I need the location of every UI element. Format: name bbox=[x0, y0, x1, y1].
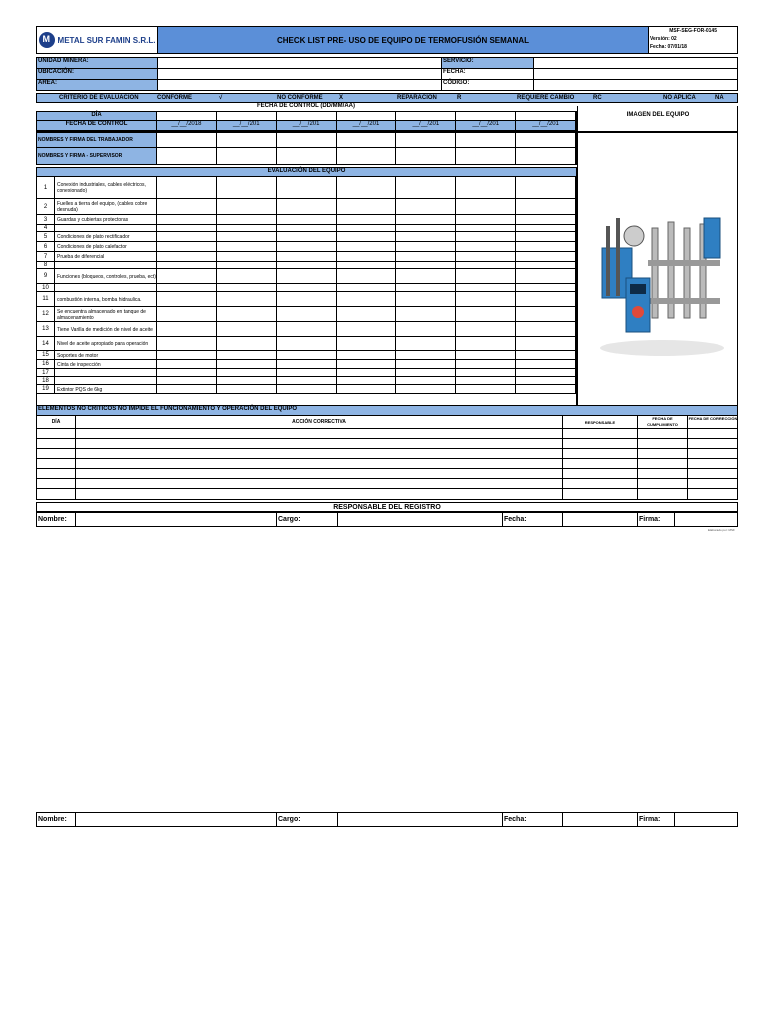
evaluation-row bbox=[37, 385, 576, 394]
supervisor-signature-cell[interactable] bbox=[516, 148, 576, 164]
accion-correctiva-row[interactable] bbox=[76, 429, 562, 438]
evaluation-check-cell[interactable] bbox=[157, 232, 217, 242]
evaluation-check-cell[interactable] bbox=[516, 377, 576, 385]
evaluation-check-cell[interactable] bbox=[217, 385, 277, 394]
evaluation-check-cell[interactable] bbox=[337, 252, 397, 262]
evaluation-check-cell[interactable] bbox=[337, 292, 397, 307]
registro-firma-label: Firma: bbox=[639, 516, 661, 523]
evaluation-check-cell[interactable] bbox=[456, 262, 516, 269]
evaluation-check-cell[interactable] bbox=[157, 377, 217, 385]
ubicacion-label: UBICACIÓN: bbox=[37, 69, 157, 79]
evaluation-check-cell[interactable] bbox=[516, 242, 576, 252]
fecha-control-date[interactable]: __/__/201 bbox=[516, 121, 576, 130]
evaluation-item-text: Guardas y cubiertas protectoras bbox=[56, 215, 157, 225]
evaluation-check-cell[interactable] bbox=[516, 351, 576, 360]
registro-nombre-label-bottom: Nombre: bbox=[38, 816, 67, 823]
evaluation-check-cell[interactable] bbox=[456, 385, 516, 394]
accion-correctiva-row[interactable] bbox=[76, 439, 562, 448]
evaluation-check-cell[interactable] bbox=[396, 284, 456, 292]
evaluation-check-cell[interactable] bbox=[516, 337, 576, 351]
evaluation-row bbox=[37, 177, 576, 199]
accion-correctiva-row[interactable] bbox=[76, 459, 562, 468]
trabajador-signature-cell[interactable] bbox=[516, 133, 576, 148]
evaluation-check-cell[interactable] bbox=[217, 284, 277, 292]
evaluation-row bbox=[37, 252, 576, 262]
evaluation-check-cell[interactable] bbox=[396, 307, 456, 322]
evaluation-check-cell[interactable] bbox=[277, 269, 337, 284]
date-cells bbox=[157, 112, 576, 130]
evaluation-check-cell[interactable] bbox=[157, 337, 217, 351]
trabajador-label: NOMBRES Y FIRMA DEL TRABAJADOR bbox=[37, 133, 157, 148]
evaluation-check-cell[interactable] bbox=[456, 284, 516, 292]
evaluation-check-cell[interactable] bbox=[337, 242, 397, 252]
evaluation-check-cell[interactable] bbox=[157, 225, 217, 232]
evaluation-check-cell[interactable] bbox=[516, 385, 576, 394]
criteria-conforme-symbol: √ bbox=[219, 94, 223, 101]
evaluation-check-cell[interactable] bbox=[396, 232, 456, 242]
registro-title: RESPONSABLE DEL REGISTRO bbox=[36, 502, 738, 512]
evaluation-check-cell[interactable] bbox=[217, 177, 277, 199]
evaluation-item-number: 3 bbox=[37, 215, 55, 225]
evaluation-item-number: 9 bbox=[37, 269, 55, 284]
evaluation-check-cell[interactable] bbox=[277, 351, 337, 360]
fecha-label: FECHA: bbox=[443, 69, 466, 75]
registro-cargo-field-bottom[interactable] bbox=[338, 813, 502, 826]
criticos-dia: DÍA bbox=[51, 419, 61, 425]
evaluation-item-text: Fuelles a tierra del equipo, (cables cobre desnuda) bbox=[56, 199, 157, 215]
evaluation-check-cell[interactable] bbox=[337, 284, 397, 292]
evaluation-item-number: 8 bbox=[37, 262, 55, 269]
trabajador-signature-cell[interactable] bbox=[337, 133, 397, 148]
evaluation-check-cell[interactable] bbox=[157, 177, 217, 199]
evaluation-check-cell[interactable] bbox=[217, 337, 277, 351]
evaluation-check-cell[interactable] bbox=[157, 292, 217, 307]
registro-cargo-label: Cargo: bbox=[278, 516, 301, 523]
criteria-row bbox=[36, 93, 738, 103]
evaluation-check-cell[interactable] bbox=[456, 292, 516, 307]
evaluation-check-cell[interactable] bbox=[157, 360, 217, 369]
evaluation-check-cell[interactable] bbox=[157, 199, 217, 215]
trabajador-signature-cell[interactable] bbox=[157, 133, 217, 148]
evaluation-item-text: Soportes de motor bbox=[56, 351, 157, 360]
form-title: CHECK LIST PRE- USO DE EQUIPO DE TERMOFUSIÓN SEMANAL bbox=[158, 27, 649, 53]
evaluation-check-cell[interactable] bbox=[396, 215, 456, 225]
accion-correctiva-row[interactable] bbox=[76, 489, 562, 498]
evaluation-check-cell[interactable] bbox=[456, 337, 516, 351]
dia-cell[interactable] bbox=[217, 112, 277, 121]
evaluation-row bbox=[37, 307, 576, 322]
evaluation-check-cell[interactable] bbox=[456, 177, 516, 199]
evaluation-row bbox=[37, 199, 576, 215]
header-row bbox=[36, 26, 738, 54]
evaluation-check-cell[interactable] bbox=[396, 252, 456, 262]
registro-firma-label-bottom: Firma: bbox=[639, 816, 661, 823]
equipment-image bbox=[592, 188, 732, 358]
evaluation-item-number: 4 bbox=[37, 225, 55, 232]
criticos-responsable: RESPONSABLE bbox=[584, 420, 616, 425]
evaluation-check-cell[interactable] bbox=[456, 242, 516, 252]
evaluation-check-cell[interactable] bbox=[337, 262, 397, 269]
evaluation-check-cell[interactable] bbox=[516, 262, 576, 269]
evaluation-check-cell[interactable] bbox=[516, 225, 576, 232]
evaluation-check-cell[interactable] bbox=[277, 252, 337, 262]
evaluation-check-cell[interactable] bbox=[337, 385, 397, 394]
document-meta bbox=[649, 27, 737, 53]
evaluation-row bbox=[37, 232, 576, 242]
criteria-conforme: CONFORME bbox=[157, 94, 192, 101]
area-label: AREA: bbox=[37, 80, 157, 90]
evaluation-check-cell[interactable] bbox=[396, 322, 456, 337]
evaluation-check-cell[interactable] bbox=[337, 269, 397, 284]
evaluation-item-text: Prueba de diferencial bbox=[56, 252, 157, 262]
trabajador-signature-cell[interactable] bbox=[217, 133, 277, 148]
evaluation-check-cell[interactable] bbox=[516, 177, 576, 199]
evaluation-check-cell[interactable] bbox=[277, 360, 337, 369]
document-code: MSF-SEG-FOR-0145 bbox=[669, 28, 717, 34]
accion-correctiva-row[interactable] bbox=[76, 479, 562, 488]
evaluation-row bbox=[37, 284, 576, 292]
evaluation-check-cell[interactable] bbox=[456, 225, 516, 232]
dia-header: DÍA bbox=[37, 112, 157, 121]
accion-correctiva-row[interactable] bbox=[76, 449, 562, 458]
registro-fecha-field[interactable] bbox=[563, 513, 637, 526]
evaluation-check-cell[interactable] bbox=[456, 307, 516, 322]
evaluation-item-number: 1 bbox=[37, 177, 55, 199]
evaluation-check-cell[interactable] bbox=[157, 262, 217, 269]
evaluation-check-cell[interactable] bbox=[516, 232, 576, 242]
evaluation-check-cell[interactable] bbox=[396, 177, 456, 199]
evaluation-check-cell[interactable] bbox=[456, 369, 516, 377]
trabajador-signature-cell[interactable] bbox=[456, 133, 516, 148]
evaluation-check-cell[interactable] bbox=[396, 199, 456, 215]
evaluation-item-number: 17 bbox=[37, 369, 55, 377]
evaluation-check-cell[interactable] bbox=[277, 225, 337, 232]
evaluation-item-text: Condiciones de plato rectificador bbox=[56, 232, 157, 242]
evaluation-check-cell[interactable] bbox=[456, 351, 516, 360]
evaluation-item-text bbox=[56, 284, 157, 292]
evaluation-check-cell[interactable] bbox=[217, 199, 277, 215]
criteria-reparacion-symbol: R bbox=[457, 94, 462, 101]
evaluation-check-cell[interactable] bbox=[277, 369, 337, 377]
evaluacion-title: EVALUACIÓN DEL EQUIPO bbox=[36, 167, 577, 177]
evaluation-check-cell[interactable] bbox=[396, 369, 456, 377]
registro-row-bottom bbox=[36, 812, 738, 827]
evaluation-check-cell[interactable] bbox=[277, 232, 337, 242]
supervisor-label: NOMBRES Y FIRMA - SUPERVISOR bbox=[37, 148, 157, 164]
evaluation-check-cell[interactable] bbox=[396, 269, 456, 284]
company-logo bbox=[37, 27, 158, 53]
evaluation-row bbox=[37, 262, 576, 269]
evaluation-check-cell[interactable] bbox=[516, 284, 576, 292]
evaluation-item-text: Cinta de inspección bbox=[56, 360, 157, 369]
evaluation-check-cell[interactable] bbox=[396, 385, 456, 394]
evaluation-item-number: 6 bbox=[37, 242, 55, 252]
evaluation-check-cell[interactable] bbox=[277, 337, 337, 351]
evaluation-check-cell[interactable] bbox=[277, 199, 337, 215]
evaluation-check-cell[interactable] bbox=[217, 351, 277, 360]
unidad-label: UNIDAD MINERA: bbox=[37, 58, 157, 68]
evaluation-check-cell[interactable] bbox=[277, 242, 337, 252]
criteria-no-aplica: NO APLICA bbox=[663, 94, 696, 101]
evaluation-row bbox=[37, 369, 576, 377]
evaluation-item-text bbox=[56, 369, 157, 377]
evaluation-item-number: 5 bbox=[37, 232, 55, 242]
evaluation-item-text: Condiciones de plato calefactor bbox=[56, 242, 157, 252]
evaluation-check-cell[interactable] bbox=[217, 369, 277, 377]
evaluation-check-cell[interactable] bbox=[516, 322, 576, 337]
criticos-fecha-correccion: FECHA DE CORRECCIÓN bbox=[688, 416, 738, 421]
evaluation-check-cell[interactable] bbox=[157, 215, 217, 225]
evaluation-check-cell[interactable] bbox=[157, 284, 217, 292]
evaluation-check-cell[interactable] bbox=[277, 377, 337, 385]
info-grid bbox=[36, 57, 738, 91]
registro-firma-field[interactable] bbox=[675, 513, 737, 526]
evaluation-check-cell[interactable] bbox=[516, 307, 576, 322]
servicio-label: SERVICIO: bbox=[442, 58, 533, 68]
criticos-title: ELEMENTOS NO CRITICOS NO IMPIDE EL FUNCIONAMIENTO Y OPERACIÓN DEL EQUIPO bbox=[36, 405, 738, 416]
evaluation-check-cell[interactable] bbox=[277, 385, 337, 394]
evaluation-check-cell[interactable] bbox=[396, 377, 456, 385]
evaluation-check-cell[interactable] bbox=[157, 269, 217, 284]
evaluation-check-cell[interactable] bbox=[337, 377, 397, 385]
evaluation-check-cell[interactable] bbox=[277, 307, 337, 322]
evaluation-check-cell[interactable] bbox=[217, 225, 277, 232]
evaluation-row bbox=[37, 269, 576, 284]
evaluation-check-cell[interactable] bbox=[217, 262, 277, 269]
evaluation-check-cell[interactable] bbox=[217, 242, 277, 252]
evaluation-check-cell[interactable] bbox=[516, 269, 576, 284]
evaluation-item-number: 12 bbox=[37, 307, 55, 322]
evaluation-check-cell[interactable] bbox=[396, 360, 456, 369]
fecha-control-label: FECHA DE CONTROL bbox=[37, 121, 157, 130]
evaluation-item-number: 2 bbox=[37, 199, 55, 215]
evaluation-item-number: 7 bbox=[37, 252, 55, 262]
area-field[interactable] bbox=[158, 80, 441, 90]
evaluation-row bbox=[37, 292, 576, 307]
evaluation-item-text bbox=[56, 225, 157, 232]
evaluation-item-text: Conexión industriales, cables eléctricos, conexionado) bbox=[56, 177, 157, 199]
registro-cargo-label-bottom: Cargo: bbox=[278, 816, 301, 823]
evaluation-check-cell[interactable] bbox=[157, 369, 217, 377]
evaluation-check-cell[interactable] bbox=[396, 225, 456, 232]
evaluation-check-cell[interactable] bbox=[516, 292, 576, 307]
evaluation-check-cell[interactable] bbox=[516, 215, 576, 225]
evaluation-check-cell[interactable] bbox=[337, 360, 397, 369]
evaluation-check-cell[interactable] bbox=[396, 337, 456, 351]
supervisor-signature-cell[interactable] bbox=[456, 148, 516, 164]
supervisor-signature-cell[interactable] bbox=[277, 148, 337, 164]
control-grid bbox=[36, 111, 577, 131]
evaluation-check-cell[interactable] bbox=[516, 199, 576, 215]
dia-cell[interactable] bbox=[396, 112, 456, 121]
evaluation-check-cell[interactable] bbox=[157, 242, 217, 252]
evaluation-item-number: 15 bbox=[37, 351, 55, 360]
fecha-control-date[interactable]: __/__/201 bbox=[217, 121, 277, 130]
evaluation-item-text bbox=[56, 377, 157, 385]
criteria-no-conforme-symbol: X bbox=[339, 94, 344, 101]
evaluation-check-cell[interactable] bbox=[337, 322, 397, 337]
evaluation-check-cell[interactable] bbox=[277, 262, 337, 269]
dia-cell[interactable] bbox=[337, 112, 397, 121]
evaluation-check-cell[interactable] bbox=[337, 215, 397, 225]
evaluation-item-text bbox=[56, 262, 157, 269]
evaluation-item-number: 11 bbox=[37, 292, 55, 307]
evaluation-check-cell[interactable] bbox=[217, 232, 277, 242]
registro-nombre-field[interactable] bbox=[76, 513, 276, 526]
evaluation-row bbox=[37, 215, 576, 225]
evaluation-check-cell[interactable] bbox=[217, 252, 277, 262]
evaluation-row bbox=[37, 337, 576, 351]
evaluation-check-cell[interactable] bbox=[396, 242, 456, 252]
evaluation-check-cell[interactable] bbox=[337, 369, 397, 377]
imagen-label: IMAGEN DEL EQUIPO bbox=[626, 112, 690, 118]
evaluation-check-cell[interactable] bbox=[456, 360, 516, 369]
evaluation-row bbox=[37, 377, 576, 385]
evaluation-check-cell[interactable] bbox=[157, 322, 217, 337]
elaborado-footnote: Elaborado por: MSF bbox=[708, 528, 735, 532]
logo-emblem-icon: M bbox=[39, 32, 55, 48]
evaluation-check-cell[interactable] bbox=[396, 351, 456, 360]
evaluation-check-cell[interactable] bbox=[217, 322, 277, 337]
fecha-control-date[interactable]: __/__/2018 bbox=[157, 121, 217, 130]
evaluation-item-number: 13 bbox=[37, 322, 55, 337]
supervisor-signature-cell[interactable] bbox=[337, 148, 397, 164]
criticos-fecha-cumplimiento: FECHA DE CUMPLIMIENTO bbox=[647, 416, 678, 427]
fecha-control-date[interactable]: __/__/201 bbox=[277, 121, 337, 130]
evaluation-item-text: Tiene Varilla de medición de nivel de aceite bbox=[56, 322, 157, 337]
registro-fecha-label-bottom: Fecha: bbox=[504, 816, 527, 823]
evaluation-row bbox=[37, 360, 576, 369]
evaluation-item-text: Extintor PQS de 6kg bbox=[56, 385, 157, 394]
evaluation-check-cell[interactable] bbox=[337, 307, 397, 322]
evaluation-check-cell[interactable] bbox=[217, 269, 277, 284]
fecha-control-header: FECHA DE CONTROL (DD/MM/AA) bbox=[257, 103, 355, 109]
dia-cell[interactable] bbox=[456, 112, 516, 121]
evaluation-check-cell[interactable] bbox=[217, 215, 277, 225]
criteria-requiere: REQUIERE CAMBIO bbox=[517, 94, 575, 101]
evaluation-check-cell[interactable] bbox=[157, 307, 217, 322]
evaluation-check-cell[interactable] bbox=[337, 232, 397, 242]
criteria-reparacion: REPARACIÓN bbox=[397, 94, 437, 101]
evaluation-check-cell[interactable] bbox=[217, 292, 277, 307]
evaluation-check-cell[interactable] bbox=[456, 215, 516, 225]
ubicacion-field[interactable] bbox=[158, 69, 441, 79]
evaluation-check-cell[interactable] bbox=[516, 360, 576, 369]
evaluation-check-cell[interactable] bbox=[217, 377, 277, 385]
signature-grid bbox=[36, 133, 577, 165]
dia-cell[interactable] bbox=[277, 112, 337, 121]
evaluation-check-cell[interactable] bbox=[277, 284, 337, 292]
registro-fecha-label: Fecha: bbox=[504, 516, 527, 523]
signature-cells bbox=[157, 133, 576, 164]
evaluation-check-cell[interactable] bbox=[516, 252, 576, 262]
criteria-no-conforme: NO CONFORME bbox=[277, 94, 323, 101]
evaluation-item-text: Funciones (bloqueos, controles, prueba, ect) bbox=[56, 269, 157, 284]
criteria-label: CRITERIO DE EVALUACIÓN bbox=[59, 94, 139, 101]
codigo-label: CÓDIGO: bbox=[443, 80, 470, 86]
evaluation-check-cell[interactable] bbox=[337, 225, 397, 232]
evaluation-check-cell[interactable] bbox=[337, 337, 397, 351]
criticos-accion: ACCIÓN CORRECTIVA bbox=[292, 419, 346, 425]
evaluation-check-cell[interactable] bbox=[157, 252, 217, 262]
evaluation-check-cell[interactable] bbox=[217, 307, 277, 322]
trabajador-signature-cell[interactable] bbox=[396, 133, 456, 148]
evaluation-check-cell[interactable] bbox=[277, 177, 337, 199]
evaluation-check-cell[interactable] bbox=[456, 199, 516, 215]
evaluation-check-cell[interactable] bbox=[337, 177, 397, 199]
evaluation-check-cell[interactable] bbox=[516, 369, 576, 377]
registro-firma-field-bottom[interactable] bbox=[675, 813, 737, 826]
trabajador-signature-cell[interactable] bbox=[277, 133, 337, 148]
evaluation-row bbox=[37, 322, 576, 337]
corrective-grid bbox=[36, 416, 738, 500]
evaluation-item-number: 10 bbox=[37, 284, 55, 292]
servicio-field[interactable] bbox=[534, 58, 737, 68]
document-version: Versión: 02 bbox=[650, 36, 677, 42]
evaluation-check-cell[interactable] bbox=[456, 232, 516, 242]
evaluation-check-cell[interactable] bbox=[396, 262, 456, 269]
dia-cell[interactable] bbox=[516, 112, 576, 121]
evaluation-item-text: Nivel de aceite apropiado para operación bbox=[56, 337, 157, 351]
evaluation-check-cell[interactable] bbox=[157, 351, 217, 360]
evaluation-check-cell[interactable] bbox=[396, 292, 456, 307]
registro-nombre-label: Nombre: bbox=[38, 516, 67, 523]
termofusion-machine-icon bbox=[592, 188, 732, 358]
fecha-control-date[interactable]: __/__/201 bbox=[456, 121, 516, 130]
evaluation-check-cell[interactable] bbox=[456, 252, 516, 262]
registro-fecha-field-bottom[interactable] bbox=[563, 813, 637, 826]
evaluation-item-text: combustión interna, bomba hidraulica. bbox=[56, 292, 157, 307]
evaluation-item-number: 18 bbox=[37, 377, 55, 385]
evaluation-check-cell[interactable] bbox=[277, 215, 337, 225]
accion-correctiva-row[interactable] bbox=[76, 469, 562, 478]
evaluation-check-cell[interactable] bbox=[456, 269, 516, 284]
criteria-requiere-symbol: RC bbox=[593, 94, 602, 101]
evaluation-check-cell[interactable] bbox=[337, 199, 397, 215]
evaluation-item-text: Se encuentra almacenado en tanque de almacenamiento bbox=[56, 307, 157, 322]
registro-row bbox=[36, 512, 738, 527]
supervisor-signature-cell[interactable] bbox=[157, 148, 217, 164]
document-date: Fecha: 07/01/18 bbox=[650, 44, 687, 50]
evaluation-row bbox=[37, 351, 576, 360]
evaluation-check-cell[interactable] bbox=[337, 351, 397, 360]
unidad-field[interactable] bbox=[158, 58, 441, 68]
supervisor-signature-cell[interactable] bbox=[217, 148, 277, 164]
evaluation-item-number: 19 bbox=[37, 385, 55, 394]
registro-nombre-field-bottom[interactable] bbox=[76, 813, 276, 826]
evaluation-row bbox=[37, 242, 576, 252]
evaluation-item-number: 14 bbox=[37, 337, 55, 351]
evaluation-item-number: 16 bbox=[37, 360, 55, 369]
company-name: METAL SUR FAMIN S.R.L. bbox=[57, 35, 156, 45]
supervisor-signature-cell[interactable] bbox=[396, 148, 456, 164]
evaluation-grid bbox=[36, 177, 577, 405]
evaluation-check-cell[interactable] bbox=[277, 292, 337, 307]
registro-cargo-field[interactable] bbox=[338, 513, 502, 526]
dia-cell[interactable] bbox=[157, 112, 217, 121]
fecha-control-date[interactable]: __/__/201 bbox=[396, 121, 456, 130]
criteria-no-aplica-symbol: NA bbox=[715, 94, 724, 101]
evaluation-check-cell[interactable] bbox=[157, 385, 217, 394]
evaluation-check-cell[interactable] bbox=[277, 322, 337, 337]
evaluation-check-cell[interactable] bbox=[456, 377, 516, 385]
evaluation-check-cell[interactable] bbox=[217, 360, 277, 369]
fecha-control-date[interactable]: __/__/201 bbox=[337, 121, 397, 130]
evaluation-check-cell[interactable] bbox=[456, 322, 516, 337]
evaluation-row bbox=[37, 225, 576, 232]
